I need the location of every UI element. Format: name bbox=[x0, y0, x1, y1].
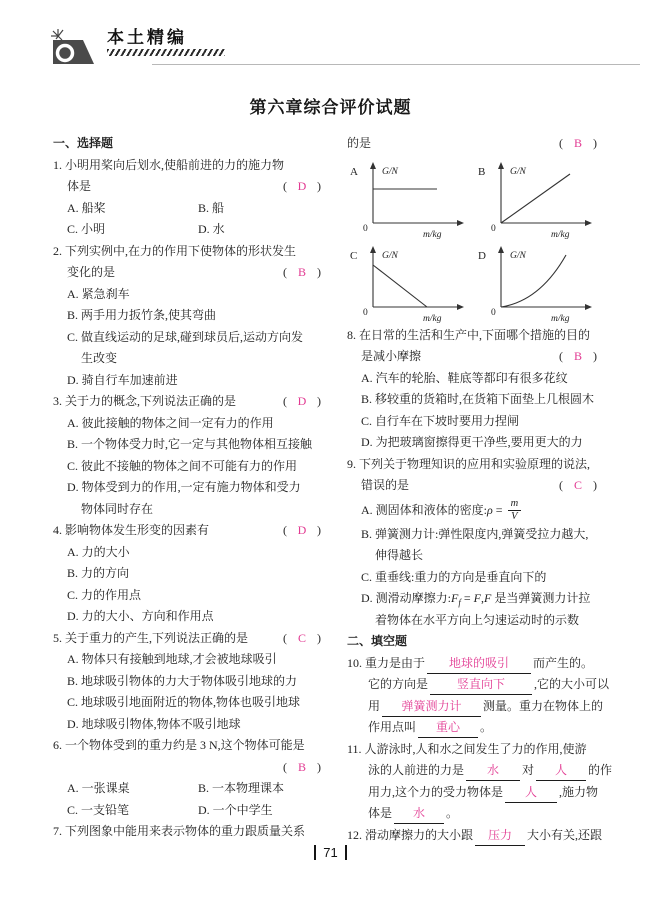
graph-c-ylabel: G/N bbox=[382, 250, 398, 261]
graph-c-xlabel: m/kg bbox=[423, 313, 442, 323]
graph-d-origin: 0 bbox=[491, 307, 496, 318]
answer-blank: 人 bbox=[505, 783, 557, 803]
text-segment: 它的方向是 bbox=[368, 677, 429, 691]
graph-a bbox=[347, 159, 469, 239]
answer-letter: D bbox=[297, 179, 307, 193]
text-segment: D. 为把玻璃窗擦得更干净些,要用更大的力 bbox=[361, 435, 583, 449]
text-line bbox=[347, 454, 597, 476]
text-segment: 12. 滑动摩擦力的大小跟 bbox=[347, 827, 474, 842]
text-segment: 生改变 bbox=[81, 351, 118, 365]
text-line bbox=[347, 567, 597, 589]
line-text bbox=[361, 475, 409, 497]
graph-b-y-arrow bbox=[498, 162, 504, 169]
graph-d-y-arrow bbox=[498, 246, 504, 253]
graph-b bbox=[475, 159, 597, 239]
option-text: C. 一支铅笔 bbox=[67, 802, 130, 817]
text-line bbox=[347, 825, 603, 847]
math-variable: F bbox=[451, 591, 459, 605]
text-line bbox=[347, 411, 597, 433]
line-text bbox=[368, 785, 598, 799]
line-text bbox=[53, 738, 305, 752]
text-segment: A. 汽车的轮胎、鞋底等都印有很多花纹 bbox=[361, 370, 568, 385]
graph-a-origin: 0 bbox=[363, 223, 368, 234]
text-line bbox=[347, 133, 597, 155]
text-segment: 4. 影响物体发生形变的因素有 bbox=[53, 523, 210, 537]
math-variable: F bbox=[484, 591, 492, 605]
graph-d-letter: D bbox=[478, 249, 486, 262]
line-text bbox=[53, 391, 236, 413]
text-line bbox=[347, 760, 613, 782]
text-segment: C. 彼此不接触的物体之间不可能有力的作用 bbox=[67, 458, 298, 473]
text-segment: D. 骑自行车加速前进 bbox=[67, 372, 178, 387]
text-line bbox=[53, 714, 321, 736]
text-segment: 着物体在水平方向上匀速运动时的示数 bbox=[375, 612, 580, 627]
line-text bbox=[53, 824, 305, 838]
text-line bbox=[53, 434, 321, 456]
line-text bbox=[67, 545, 130, 559]
math-variable: ρ bbox=[487, 502, 493, 517]
text-segment: B. 船 bbox=[198, 200, 225, 215]
text-line bbox=[53, 671, 321, 693]
math-variable: F bbox=[473, 591, 481, 605]
text-segment: 3. 关于力的概念,下列说法正确的是 bbox=[53, 394, 237, 408]
text-segment: B. 力的方向 bbox=[67, 566, 130, 580]
line-text bbox=[361, 346, 421, 368]
graph-b-x-arrow bbox=[585, 220, 592, 226]
text-line bbox=[53, 606, 321, 628]
text-line bbox=[53, 520, 321, 542]
text-line bbox=[53, 176, 321, 198]
line-text bbox=[361, 570, 546, 584]
text-segment: 的是 bbox=[347, 136, 372, 150]
answer-letter: B bbox=[297, 759, 306, 774]
graph-c-curve bbox=[373, 265, 427, 307]
line-text bbox=[67, 287, 130, 301]
graph-d-xlabel: m/kg bbox=[551, 313, 570, 323]
line-text bbox=[67, 609, 214, 623]
text-line bbox=[53, 585, 321, 607]
answer-letter: D bbox=[297, 394, 307, 408]
text-segment: 物体同时存在 bbox=[81, 501, 154, 516]
line-text bbox=[53, 628, 248, 650]
text-segment: 2. 下列实例中,在力的作用下使物体的形状发生 bbox=[53, 243, 297, 258]
text-segment: C. 地球吸引地面附近的物体,物体也吸引地球 bbox=[67, 695, 301, 709]
text-segment: 5. 关于重力的产生,下列说法正确的是 bbox=[53, 630, 249, 645]
answer-blank: 弹簧测力计 bbox=[382, 697, 481, 717]
line-text bbox=[368, 763, 612, 777]
graph-b-xlabel: m/kg bbox=[551, 229, 570, 239]
line-text bbox=[347, 133, 371, 155]
text-segment: D. 测滑动摩擦力: bbox=[361, 591, 452, 605]
text-line bbox=[53, 456, 321, 478]
text-segment: B. 地球吸引物体的力大于物体吸引地球的力 bbox=[67, 673, 298, 688]
line-text bbox=[81, 502, 153, 516]
text-line bbox=[53, 778, 321, 800]
text-line bbox=[53, 370, 321, 392]
text-segment: 9. 下列关于物理知识的应用和实验原理的说法, bbox=[347, 456, 591, 471]
text-segment: 7. 下列图象中能用来表示物体的重力跟质量关系 bbox=[53, 824, 306, 838]
text-segment: 伸得越长 bbox=[375, 548, 424, 562]
answer-blank: 压力 bbox=[475, 826, 525, 846]
line-text bbox=[368, 677, 609, 691]
text-line bbox=[347, 389, 597, 411]
graph-b-curve bbox=[501, 174, 570, 223]
answer-letter: B bbox=[297, 265, 306, 279]
text-line bbox=[347, 588, 597, 610]
text-line bbox=[347, 497, 597, 524]
text-segment: 。 bbox=[480, 720, 493, 734]
text-segment: A. 力的大小 bbox=[67, 544, 130, 559]
page-number-bar-right bbox=[345, 845, 348, 860]
graph-a-ylabel: G/N bbox=[382, 166, 398, 177]
line-text bbox=[53, 158, 284, 172]
line-text bbox=[361, 527, 588, 541]
answer-bracket: ( B ) bbox=[559, 133, 597, 155]
answer-bracket: ( C ) bbox=[283, 628, 321, 650]
text-segment: = bbox=[492, 502, 506, 517]
text-line bbox=[53, 198, 321, 220]
answer-bracket: ( B ) bbox=[283, 757, 321, 779]
line-text bbox=[67, 566, 129, 580]
text-segment: C. 力的作用点 bbox=[67, 587, 142, 602]
text-line bbox=[347, 524, 597, 546]
text-segment: ,它的大小可以 bbox=[534, 677, 610, 691]
line-text bbox=[361, 371, 568, 385]
line-text bbox=[53, 244, 296, 258]
brand-hatch-decoration bbox=[107, 49, 225, 56]
text-line bbox=[53, 348, 321, 370]
text-line bbox=[53, 391, 321, 413]
line-text bbox=[67, 652, 277, 666]
text-segment: A. 紧急刹车 bbox=[67, 286, 130, 301]
text-segment: 而产生的。 bbox=[533, 655, 594, 670]
line-text bbox=[347, 828, 602, 842]
line-text bbox=[67, 480, 301, 494]
answer-letter: D bbox=[297, 523, 307, 537]
text-segment: , bbox=[481, 591, 484, 605]
text-segment: 用 bbox=[368, 698, 381, 713]
text-line bbox=[347, 545, 597, 567]
line-text bbox=[361, 392, 594, 406]
text-line bbox=[347, 346, 597, 368]
text-segment: 作用点叫 bbox=[368, 720, 417, 734]
text-segment: C. 自行车在下坡时要用力捏闸 bbox=[361, 413, 520, 428]
text-line bbox=[53, 628, 321, 650]
subscript-variable: f bbox=[458, 597, 461, 608]
line-text bbox=[67, 674, 297, 688]
text-segment: 泳的人前进的力是 bbox=[368, 763, 465, 777]
graph-a-xlabel: m/kg bbox=[423, 229, 442, 239]
text-segment: B. 一个物体受力时,它一定与其他物体相互接触 bbox=[67, 437, 313, 451]
text-line bbox=[53, 499, 321, 521]
page-title: 第六章综合评价试题 bbox=[249, 98, 412, 117]
graph-d-ylabel: G/N bbox=[510, 250, 526, 261]
answer-letter: C bbox=[297, 630, 306, 645]
text-segment: A. 物体只有接触到地球,才会被地球吸引 bbox=[67, 652, 277, 666]
text-segment: 用力,这个力的受力物体是 bbox=[368, 784, 504, 799]
text-line bbox=[53, 219, 321, 241]
text-segment: 1. 小明用桨向后划水,使船前进的力的施力物 bbox=[53, 157, 285, 172]
line-text bbox=[67, 201, 224, 215]
graph-b-letter: B bbox=[478, 165, 486, 178]
graph-c-origin: 0 bbox=[363, 307, 368, 318]
text-segment: 二、填空题 bbox=[347, 634, 408, 648]
line-text bbox=[53, 520, 209, 542]
text-line bbox=[347, 432, 597, 454]
line-text bbox=[67, 803, 273, 817]
graph-c-x-arrow bbox=[457, 304, 464, 310]
line-text bbox=[375, 613, 579, 627]
text-segment: 是减小摩擦 bbox=[361, 349, 422, 363]
answer-blank: 水 bbox=[466, 761, 520, 781]
text-segment: C. 重垂线:重力的方向是垂直向下的 bbox=[361, 569, 547, 584]
option-text: A. 一张课桌 bbox=[67, 781, 130, 795]
answer-letter: B bbox=[573, 349, 582, 363]
line-text bbox=[368, 699, 603, 713]
line-text bbox=[361, 435, 583, 449]
text-segment: 8. 在日常的生活和生产中,下面哪个措施的目的 bbox=[347, 327, 591, 342]
line-text bbox=[347, 328, 590, 342]
right-column-bottom bbox=[347, 325, 613, 847]
answer-bracket: ( C ) bbox=[559, 475, 597, 497]
text-line bbox=[347, 803, 597, 825]
graph-a-y-arrow bbox=[370, 162, 376, 169]
line-text bbox=[67, 588, 141, 602]
line-text bbox=[368, 806, 458, 820]
text-line bbox=[53, 800, 321, 822]
graph-d-x-arrow bbox=[585, 304, 592, 310]
graph-b-origin: 0 bbox=[491, 223, 496, 234]
line-text bbox=[67, 373, 178, 387]
answer-blank: 重心 bbox=[418, 718, 478, 738]
answer-blank: 人 bbox=[536, 761, 586, 781]
answer-letter: C bbox=[573, 478, 582, 492]
text-line bbox=[53, 563, 321, 585]
text-segment: 体是 bbox=[368, 806, 393, 820]
text-line bbox=[347, 696, 604, 718]
text-segment: 错误的是 bbox=[361, 478, 410, 492]
right-column bbox=[347, 133, 613, 846]
line-text bbox=[67, 781, 284, 795]
line-text bbox=[347, 742, 587, 756]
text-segment: ,施力物 bbox=[559, 784, 599, 799]
text-segment: = bbox=[460, 591, 474, 605]
text-line bbox=[53, 305, 321, 327]
text-line bbox=[53, 477, 321, 499]
graph-c-y-arrow bbox=[370, 246, 376, 253]
text-line bbox=[347, 717, 597, 739]
text-segment: 的作 bbox=[588, 763, 613, 777]
brand-logo-icon bbox=[50, 28, 102, 68]
right-column-top bbox=[347, 133, 597, 155]
text-line bbox=[347, 782, 597, 804]
text-segment: B. 移较重的货箱时,在货箱下面垫上几根圆木 bbox=[361, 392, 595, 406]
text-line bbox=[53, 649, 321, 671]
text-line bbox=[53, 262, 321, 284]
line-text bbox=[67, 176, 91, 198]
page-number-bar-left bbox=[314, 845, 317, 860]
brand-text-block bbox=[107, 28, 225, 56]
graph-a-letter: A bbox=[350, 165, 358, 178]
answer-letter: B bbox=[573, 136, 582, 150]
answer-bracket: ( B ) bbox=[283, 262, 321, 284]
text-segment: 测量。重力在物体上的 bbox=[483, 698, 604, 713]
line-text bbox=[81, 351, 117, 365]
text-segment: 是当弹簧测力计拉 bbox=[491, 591, 591, 605]
brand-logo-text: 本土精编 bbox=[107, 28, 187, 47]
text-segment: 对 bbox=[522, 763, 535, 777]
text-segment: D. 水 bbox=[198, 222, 225, 236]
page-number: 71 bbox=[323, 845, 338, 860]
answer-bracket: ( D ) bbox=[283, 391, 321, 413]
answer-bracket: ( D ) bbox=[283, 520, 321, 542]
answer-bracket: ( D ) bbox=[283, 176, 321, 198]
text-segment: 6. 一个物体受到的重力约是 3 N,这个物体可能是 bbox=[53, 738, 305, 752]
graph-c bbox=[347, 243, 469, 323]
graph-d bbox=[475, 243, 597, 323]
text-line bbox=[347, 368, 597, 390]
text-segment: B. 两手用力扳竹条,使其弯曲 bbox=[67, 308, 217, 322]
text-segment: B. 一本物理课本 bbox=[198, 781, 285, 795]
text-segment: D. 地球吸引物体,物体不吸引地球 bbox=[67, 716, 241, 731]
answer-blank: 地球的吸引 bbox=[427, 654, 531, 674]
option-text: A. 船桨 bbox=[67, 200, 106, 215]
text-segment: D. 一个中学生 bbox=[198, 802, 273, 817]
text-line bbox=[53, 241, 321, 263]
section-heading bbox=[53, 133, 321, 155]
text-line bbox=[53, 757, 321, 779]
left-column bbox=[53, 133, 321, 843]
fraction: $\frac{m}{V}$ bbox=[508, 498, 522, 523]
text-line bbox=[347, 653, 597, 675]
option-text: C. 小明 bbox=[67, 222, 106, 236]
text-segment: 10. 重力是由于 bbox=[347, 655, 426, 670]
line-text bbox=[361, 498, 523, 523]
line-text bbox=[67, 459, 297, 473]
graph-c-letter: C bbox=[350, 249, 358, 262]
line-text bbox=[347, 634, 407, 648]
text-line bbox=[53, 284, 321, 306]
text-segment: A. 测固体和液体的密度: bbox=[361, 502, 488, 517]
text-segment: 。 bbox=[446, 806, 459, 820]
line-text bbox=[67, 262, 115, 284]
text-line bbox=[347, 325, 597, 347]
text-segment: 一、选择题 bbox=[53, 136, 114, 150]
graph-d-curve bbox=[501, 255, 566, 307]
answer-bracket: ( B ) bbox=[559, 346, 597, 368]
text-line bbox=[53, 327, 321, 349]
line-text bbox=[361, 414, 519, 428]
line-text bbox=[67, 416, 274, 430]
text-line bbox=[53, 542, 321, 564]
text-line bbox=[53, 155, 321, 177]
text-segment: 11. 人游泳时,人和水之间发生了力的作用,使游 bbox=[347, 741, 587, 756]
graph-b-ylabel: G/N bbox=[510, 166, 526, 177]
line-text bbox=[375, 548, 423, 562]
line-text bbox=[347, 656, 593, 670]
line-text bbox=[347, 457, 590, 471]
text-segment: B. 弹簧测力计:弹性限度内,弹簧受拉力越大, bbox=[361, 526, 589, 541]
text-line bbox=[347, 475, 597, 497]
text-line bbox=[53, 413, 321, 435]
text-line bbox=[53, 821, 321, 843]
text-line bbox=[53, 692, 321, 714]
line-text bbox=[67, 695, 300, 709]
page-footer bbox=[0, 845, 661, 860]
line-text bbox=[67, 308, 216, 322]
graph-a-x-arrow bbox=[457, 220, 464, 226]
question7-graphs-grid bbox=[347, 159, 597, 323]
line-text bbox=[361, 591, 591, 608]
text-segment: 大小有关,还跟 bbox=[527, 827, 603, 842]
text-segment: C. 做直线运动的足球,碰到球员后,运动方向发 bbox=[67, 329, 304, 344]
header-rule bbox=[152, 64, 640, 65]
section-heading bbox=[347, 631, 597, 653]
text-segment: D. 物体受到力的作用,一定有施力物体和受力 bbox=[67, 480, 301, 494]
text-line bbox=[347, 674, 610, 696]
line-text bbox=[53, 136, 113, 150]
text-line bbox=[53, 735, 321, 757]
line-text bbox=[67, 437, 312, 451]
text-segment: 体是 bbox=[67, 179, 92, 193]
answer-blank: 竖直向下 bbox=[430, 675, 532, 695]
answer-blank: 水 bbox=[394, 804, 444, 824]
line-text bbox=[368, 720, 492, 734]
text-segment: A. 彼此接触的物体之间一定有力的作用 bbox=[67, 415, 274, 430]
text-line bbox=[347, 739, 597, 761]
text-line bbox=[347, 610, 597, 632]
brand-logo bbox=[50, 28, 225, 68]
line-text bbox=[67, 717, 241, 731]
text-segment: 变化的是 bbox=[67, 265, 116, 279]
line-text bbox=[67, 330, 303, 344]
line-text bbox=[67, 222, 225, 236]
text-segment: D. 力的大小、方向和作用点 bbox=[67, 609, 214, 623]
